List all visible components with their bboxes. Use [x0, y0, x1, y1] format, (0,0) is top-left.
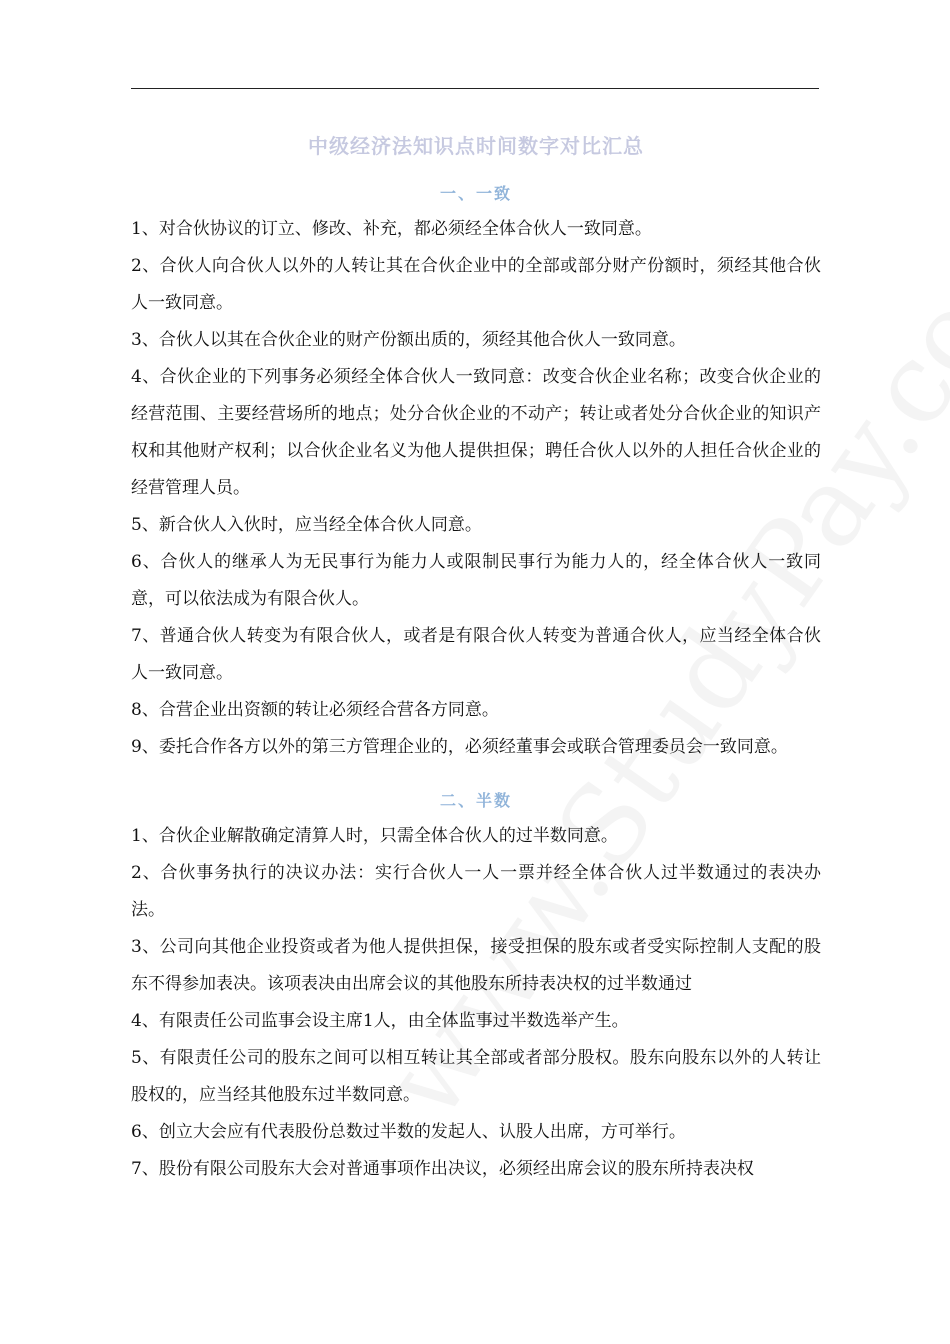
section-majority: [131, 788, 821, 1188]
list-item: 4、合伙企业的下列事务必须经全体合伙人一致同意：改变合伙企业名称；改变合伙企业的经营范围、主要经营场所的地点；处分合伙企业的不动产；转让或者处分合伙企业的知识产权和其他财产权利；以合伙企业名义为他人提供担保；聘任合伙人以外的人担任合伙企业的经营管理人员。: [131, 367, 821, 498]
list-item: 8、合营企业出资额的转让必须经合营各方同意。: [131, 700, 499, 720]
list-item: 1、合伙企业解散确定清算人时，只需全体合伙人的过半数同意。: [131, 826, 618, 846]
list-item: 1、对合伙协议的订立、修改、补充，都必须经全体合伙人一致同意。: [131, 219, 652, 239]
list-item: 6、创立大会应有代表股份总数过半数的发起人、认股人出席，方可举行。: [131, 1122, 686, 1142]
list-item: 5、新合伙人入伙时，应当经全体合伙人同意。: [131, 515, 482, 535]
list-item: 7、股份有限公司股东大会对普通事项作出决议，必须经出席会议的股东所持表决权: [131, 1159, 754, 1179]
list-item: 7、普通合伙人转变为有限合伙人，或者是有限合伙人转变为普通合伙人，应当经全体合伙人一致同意。: [131, 626, 821, 683]
section-heading: 二、半数: [439, 791, 512, 810]
section-heading: 一、一致: [439, 184, 512, 203]
list-item: 3、合伙人以其在合伙企业的财产份额出质的，须经其他合伙人一致同意。: [131, 330, 686, 350]
list-item: 4、有限责任公司监事会设主席1人，由全体监事过半数选举产生。: [131, 1011, 629, 1031]
list-item: 5、有限责任公司的股东之间可以相互转让其全部或者部分股权。股东向股东以外的人转让股权的，应当经其他股东过半数同意。: [131, 1048, 821, 1105]
list-item: 3、公司向其他企业投资或者为他人提供担保，接受担保的股东或者受实际控制人支配的股东不得参加表决。该项表决由出席会议的其他股东所持表决权的过半数通过: [131, 937, 821, 994]
list-item: 9、委托合作各方以外的第三方管理企业的，必须经董事会或联合管理委员会一致同意。: [131, 737, 788, 757]
document-title: 中级经济法知识点时间数字对比汇总: [308, 134, 644, 158]
list-item: 2、合伙事务执行的决议办法：实行合伙人一人一票并经全体合伙人过半数通过的表决办法。: [131, 863, 821, 920]
list-item: 2、合伙人向合伙人以外的人转让其在合伙企业中的全部或部分财产份额时，须经其他合伙人一致同意。: [131, 256, 821, 313]
list-item: 6、合伙人的继承人为无民事行为能力人或限制民事行为能力人的，经全体合伙人一致同意，可以依法成为有限合伙人。: [131, 552, 821, 609]
document-body: [131, 130, 821, 1188]
header-rule: [131, 88, 819, 89]
section-unanimous: [131, 181, 821, 766]
